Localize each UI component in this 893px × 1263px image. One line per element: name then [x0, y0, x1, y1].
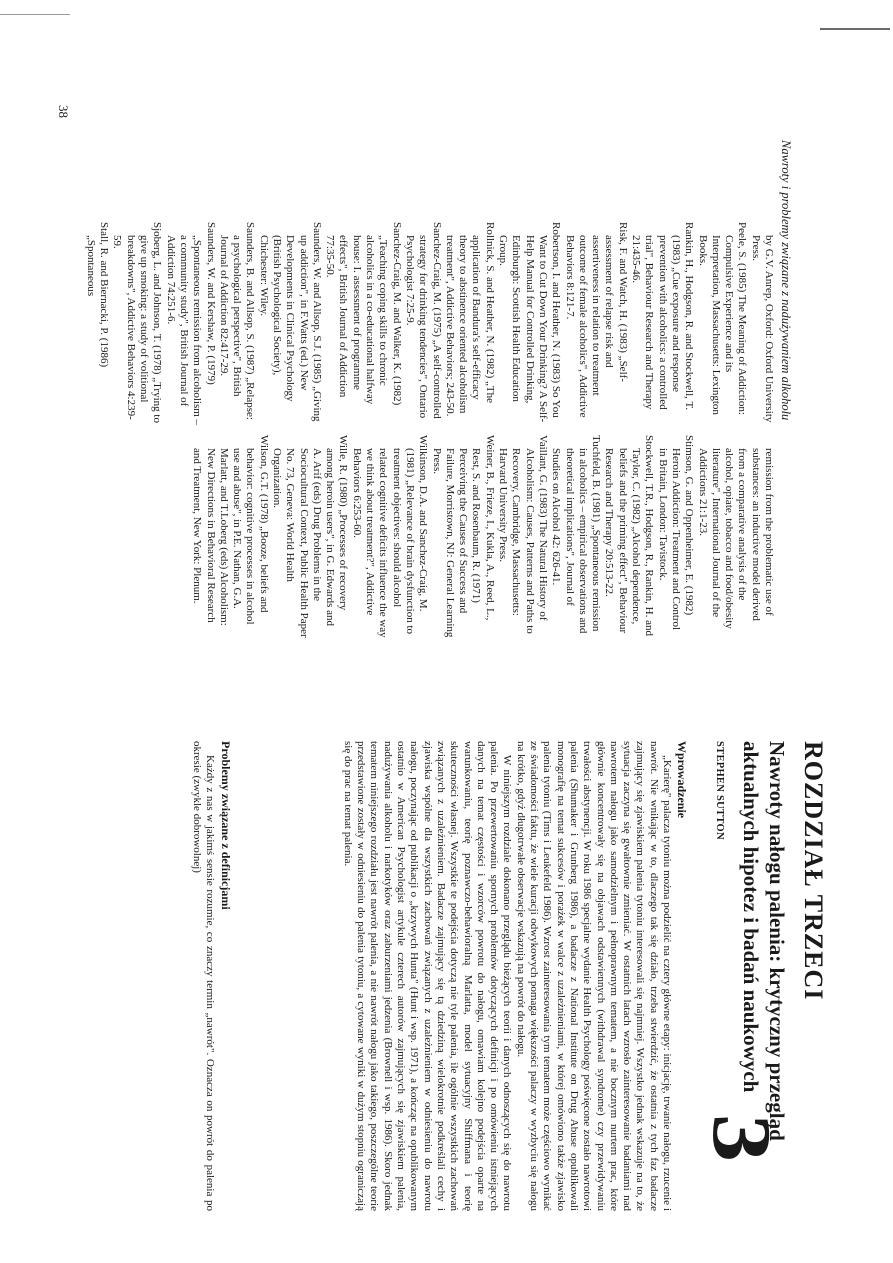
reference-entry: Sanchez-Craig, M. (1975) „A self-controlled strategy for drinking tendencies", Ontario Psychologist 7:25-9.	[403, 222, 443, 419]
section-body-definitions	[189, 741, 216, 1211]
section-heading-definitions: Problemy związane z definicjami	[219, 741, 233, 910]
reference-entry: Saunders, B. and Allsop, S. (1987) „Relapse: a psychological perspective", British Journal of Addiction 82:417-29.	[217, 222, 257, 420]
page-number: 38	[56, 105, 71, 118]
reference-entry: Stall, R. and Biernacki, P. (1986) „Spontaneous	[84, 222, 111, 368]
paragraph: Każdy z nas w jakimś sensie rozumie, co znaczy termin „nawrót". Oznacza on powrót do palenia po okresie (zwykle dobrowolnej)	[190, 741, 216, 1211]
reference-entry: Tuchfeld, B. (1981) „Spontaneous remission in alcoholics – empirical observations and theoretical implications", Journal of Studies on Alcohol 42: 626-41.	[550, 435, 603, 634]
paragraph: W niniejszym rozdziale dokonano przeglądu bieżących teorii i danych odnoszących się do nawrotu palenia. Po przewertowaniu spornych problemów dotyczących definicji i po omówieniu istniejących danych na temat częstości i wzorców powrotu do nałogu, omawiam kolejno podejścia oparte na warunkowaniu, teorię poznawczo-behawioralną Marlatta, model sytuacyjny Shiffmana i teorię skuteczności własnej. Wszystkie te podejścia dotyczą nie tyle palenia, ile ogólnie wszystkich zachowań związanych z uzależnieniem. Badacze zajmujący się tą dziedziną wielokrotnie podkreślali cechy i zjawiska wspólne dla wszystkich zachowań związanych z uzależnieniem w odniesieniu do nawrotu nałogu, poczynając od publikacji o „krzywych Hunta" (Hunt i wsp. 1971), a kończąc na opublikowanym ostatnio w American Psychologist artykule czterech autorów zajmujących się zjawiskiem palenia, nadużywania alkoholu i narkotyków oraz zaburzeniami jedzenia (Brownell i wsp. 1986). Skoro jednak tematem niniejszego rozdziału jest nawrót palenia, a nie nawrót nałogu jako takiego, poszczególne teorie przedstawione zostały w odniesieniu do palenia tytoniu, a cytowane wyniki w dużym stopniu ograniczają się do prac na temat palenia.	[341, 741, 514, 1211]
chapter-label: ROZDZIAŁ TRZECI	[799, 741, 828, 1001]
reference-entry: Vaillant, G. (1983) The Natural History of Alcoholism: Causes, Patterns and Paths to Recovery, Cambridge, Massachusetts: Harvard University Press.	[497, 435, 549, 634]
running-header: Nawroty i problemy związane z nadużywaniem alkoholu	[779, 140, 793, 421]
reference-entry: by G.V. Anrep, Oxford: Oxford University Press.	[749, 235, 775, 423]
reference-entry: Saunders, W. and Kershaw, P. (1979) „Spontaneous remission from alcoholism – a community study", British Journal of Addiction 74:251-6.	[164, 222, 217, 426]
reference-entry: Rollnick, S. and Heather, N. (1982) „The application of Bandura's self-efficacy theory to abstinence oriented alcoholism treatment", Addictive Behaviors; 243-50.	[443, 222, 496, 417]
reference-entry: Rankin, H., Hodgson, R. and Stockwell, T. (1983) „Cue exposure and response prevention with alcoholics: a controlled trial", Behaviour Research and Therapy 21:435-46.	[630, 222, 696, 411]
reference-entry: Wilson, G.T. (1978) „Booze, beliefs and behavior: cognitive processes in alcohol use and abuse", in P.E. Nathan, G.A. Marlatt, and T.Loberg (eds) Alcoholism: New Directions in Behavioral Research and Treatment, New York: Plenum.	[191, 435, 270, 626]
reference-entry: Sanchez-Craig, M. and Walker, K. (1982) „Teaching coping skills to chronic alcoholics in a co-educational halfway house: I. assessment of programme effects", British Journal of Addiction 77:35-50.	[324, 222, 403, 406]
reference-entry: Sjoberg, L. and Johnson, T. (1978) „Trying to give up smoking: a study of volitional breakdowns", Addictive Behaviors 4:239-59.	[111, 222, 164, 423]
reference-entry: remission from the problematic use of substances: an inductive model derived from a comparative analysis of the alcohol, opiate, tobacco and food/obesity literature", International Journal of the Addictions 21:1-23.	[696, 448, 775, 629]
reference-entry: Stimson, G. and Oppenheimer, E. (1982) Heroin Addiction: Treatment and Control in Britain, London: Tavistock.	[656, 435, 696, 631]
reference-entry: Wille, R. (1980) „Processes of recovery among heroin users", in G. Edwards and A. Arif (eds) Drug Problems in the Sociocultural Context, Public Health Paper No. 73, Geneva: World Health Organization.	[271, 435, 350, 638]
reference-entry: Robertson, I. and Heather, N. (1983) So You Want to Cut Down Your Drinking? A Self-Help Manual for Controlled Drinking, Edinburgh: Scottish Health Education Group.	[497, 222, 563, 423]
author-name: STEPHEN SUTTON	[714, 741, 725, 840]
chapter-title: Nawroty nałogu palenia: krytyczny przegląd aktualnych hipotez i badań naukowych	[739, 741, 789, 1141]
reference-entry: Peele, S. (1985) The Meaning of Addiction: Compulsive Experience and its Interpretation, Massachusetts: Lexington Books.	[696, 222, 749, 415]
section-heading-introduction: Wprowadzenie	[675, 741, 689, 819]
reference-entry: Wilkinson, D.A. and Sanchez-Craig, M. (1981) „Relevance of brain dysfunction to treatment objectives: should alcohol related cognitive deficits influence the way we think about treatment?", Addictive Behaviors 6:253-60.	[350, 435, 430, 638]
right-page	[0, 631, 893, 1263]
reference-entry: Stockwell, T.R., Hodgson, R., Rankin, H. and Taylor, C. (1982) „Alcohol dependence, beliefs and the priming effect", Behaviour Research and Therapy 20:513-22.	[603, 435, 656, 636]
reference-entry: Weiner, B., Frieze, I., Kukla, A., Reed, L., Rest, S. and Rosenbaum, R. (1971) Perceiving the Causes of Success and Failure, Morristown, NJ: General Learning Press.	[430, 435, 496, 638]
paragraph: „Karierę" palacza tytoniu można podzielić na cztery główne etapy: inicjację, trwanie nałogu, rzucenie i nawrót. Nie wnikając w to, dlaczego tak się działo, trzeba stwierdzić, że ostatnia z tych faz badacze zajmujący się zjawiskiem palenia tytoniu interesowali się najmniej. Wszystko jednak wskazuje na to, że sytuacja zaczyna się gwałtownie zmieniać. W ostatnich latach wzrosło zainteresowanie badaniami nad nawrotem nałogu jako samodzielnym i pełnoprawnym tematem, a nie bocznym nurtem prac, które głównie koncentrowały się na objawach odstawiennych (withdrawal syndrome) czy przewidywaniu trwałości abstynencji. W roku 1986 specjalne wydanie Health Psychology poświęcone zostało nawrotowi palenia (Shumaker i Grunberg 1986), a badacze z National Institute on Drug Abuse opublikowali monografię na temat sukcesów i porażek w walce z uzależnieniami, w której omówiono także zjawisko palenia tytoniu (Tims i Leukefeld 1986). Wzrost zainteresowania tym tematem może częściowo wynikać ze świadomości faktu, że wiele kuracji odwykowych pomaga większości palaczy w wyzbyciu się nałogu na krótko, gdyż długotrwałe obserwacje wskazują na powrót do nałogu.	[514, 741, 673, 1211]
reference-entry: Saunders, W. and Allsop, S.J. (1985) „Giving up addiction", in F.Watts (ed.) New Developments in Clinical Psychology (British Psychological Society), Chichester: Wiley.	[257, 222, 323, 422]
reference-entry: Risk, F. and Watch, H. (1983) „Self-assessment of relapse risk and assertiveness in relation to treatment outcome of female alcoholics", Addictive Behaviors 8:121-7.	[563, 222, 629, 418]
chapter-number: 3	[695, 1113, 788, 1163]
reference-column-1	[84, 222, 775, 427]
reference-column-2	[190, 435, 775, 638]
section-body-introduction	[341, 741, 673, 1211]
